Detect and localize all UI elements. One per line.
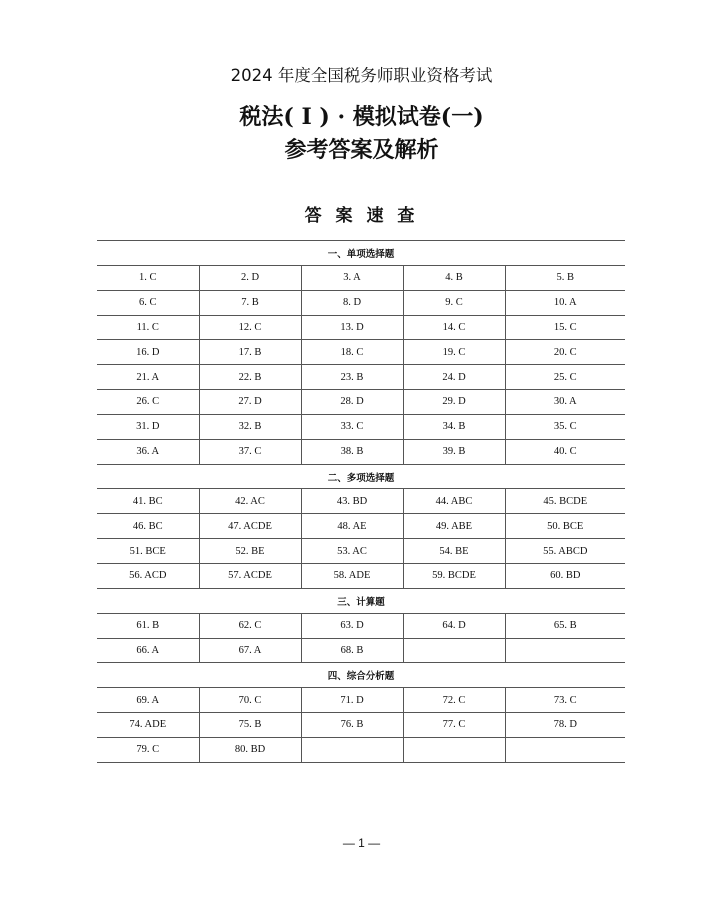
answer-cell: 24. D [403, 365, 505, 390]
answer-cell [403, 638, 505, 663]
answer-cell: 67. A [199, 638, 301, 663]
answer-cell: 69. A [97, 688, 199, 713]
answer-key-table [97, 240, 625, 763]
group-header-row [97, 588, 625, 613]
answer-cell: 25. C [505, 365, 625, 390]
answer-row [97, 315, 625, 340]
answer-cell: 48. AE [301, 514, 403, 539]
answer-row [97, 489, 625, 514]
answer-cell: 14. C [403, 315, 505, 340]
answer-cell: 45. BCDE [505, 489, 625, 514]
answer-cell: 79. C [97, 737, 199, 762]
answer-cell: 77. C [403, 713, 505, 738]
answer-cell: 37. C [199, 439, 301, 464]
answer-cell: 65. B [505, 613, 625, 638]
answer-row [97, 638, 625, 663]
document-subtitle: 参考答案及解析 [284, 137, 439, 163]
answer-cell: 2. D [199, 265, 301, 290]
answer-cell: 21. A [97, 365, 199, 390]
answer-cell: 29. D [403, 390, 505, 415]
group-header-row [97, 464, 625, 489]
answer-cell: 72. C [403, 688, 505, 713]
answer-cell: 52. BE [199, 539, 301, 564]
answer-cell: 15. C [505, 315, 625, 340]
answer-cell: 31. D [97, 414, 199, 439]
answer-cell: 7. B [199, 290, 301, 315]
answer-cell [301, 737, 403, 762]
answer-cell: 53. AC [301, 539, 403, 564]
answer-cell: 60. BD [505, 563, 625, 588]
answer-cell: 39. B [403, 439, 505, 464]
group-title: 一、单项选择题 [97, 241, 625, 266]
answer-cell: 78. D [505, 713, 625, 738]
answer-key-body [97, 241, 625, 763]
answer-cell: 16. D [97, 340, 199, 365]
answer-cell: 43. BD [301, 489, 403, 514]
answer-cell: 13. D [301, 315, 403, 340]
answer-cell: 26. C [97, 390, 199, 415]
answer-cell: 62. C [199, 613, 301, 638]
answer-cell: 74. ADE [97, 713, 199, 738]
answer-cell: 17. B [199, 340, 301, 365]
answer-cell: 27. D [199, 390, 301, 415]
answer-row [97, 514, 625, 539]
answer-row [97, 439, 625, 464]
answer-row [97, 713, 625, 738]
answer-cell: 80. BD [199, 737, 301, 762]
group-title: 四、综合分析题 [97, 663, 625, 688]
answer-cell: 49. ABE [403, 514, 505, 539]
answer-row [97, 265, 625, 290]
answer-cell: 28. D [301, 390, 403, 415]
answer-row [97, 613, 625, 638]
answer-cell: 18. C [301, 340, 403, 365]
answer-row [97, 688, 625, 713]
answer-cell: 76. B [301, 713, 403, 738]
answer-cell: 41. BC [97, 489, 199, 514]
page-number: — 1 — [342, 836, 381, 850]
answer-cell: 34. B [403, 414, 505, 439]
answer-cell: 10. A [505, 290, 625, 315]
answer-cell: 11. C [97, 315, 199, 340]
answer-cell: 54. BE [403, 539, 505, 564]
answer-key-heading: 答 案 速 查 [304, 206, 419, 226]
answer-cell: 1. C [97, 265, 199, 290]
answer-cell: 58. ADE [301, 563, 403, 588]
answer-cell: 20. C [505, 340, 625, 365]
answer-cell: 40. C [505, 439, 625, 464]
document-title: 税法( Ⅰ ) · 模拟试卷(一) [239, 104, 484, 130]
group-header-row [97, 241, 625, 266]
answer-cell: 32. B [199, 414, 301, 439]
answer-cell: 9. C [403, 290, 505, 315]
answer-cell [505, 638, 625, 663]
answer-cell: 6. C [97, 290, 199, 315]
answer-cell: 75. B [199, 713, 301, 738]
answer-cell: 56. ACD [97, 563, 199, 588]
answer-cell: 50. BCE [505, 514, 625, 539]
group-header-row [97, 663, 625, 688]
answer-cell: 22. B [199, 365, 301, 390]
answer-cell: 12. C [199, 315, 301, 340]
answer-row [97, 563, 625, 588]
answer-row [97, 290, 625, 315]
answer-cell: 57. ACDE [199, 563, 301, 588]
answer-cell: 63. D [301, 613, 403, 638]
answer-row [97, 414, 625, 439]
answer-cell: 46. BC [97, 514, 199, 539]
answer-cell: 73. C [505, 688, 625, 713]
exam-title: 2024 年度全国税务师职业资格考试 [230, 66, 493, 85]
answer-row [97, 365, 625, 390]
answer-cell: 59. BCDE [403, 563, 505, 588]
answer-cell: 47. ACDE [199, 514, 301, 539]
answer-cell [505, 737, 625, 762]
answer-row [97, 340, 625, 365]
answer-cell: 64. D [403, 613, 505, 638]
answer-cell: 44. ABC [403, 489, 505, 514]
answer-cell: 55. ABCD [505, 539, 625, 564]
answer-cell: 35. C [505, 414, 625, 439]
answer-cell: 4. B [403, 265, 505, 290]
answer-cell: 36. A [97, 439, 199, 464]
answer-cell: 33. C [301, 414, 403, 439]
answer-row [97, 737, 625, 762]
answer-cell: 19. C [403, 340, 505, 365]
answer-cell: 51. BCE [97, 539, 199, 564]
answer-row [97, 539, 625, 564]
answer-row [97, 390, 625, 415]
answer-cell [403, 737, 505, 762]
answer-cell: 38. B [301, 439, 403, 464]
answer-cell: 71. D [301, 688, 403, 713]
answer-cell: 3. A [301, 265, 403, 290]
group-title: 二、多项选择题 [97, 464, 625, 489]
answer-cell: 66. A [97, 638, 199, 663]
answer-cell: 61. B [97, 613, 199, 638]
answer-cell: 8. D [301, 290, 403, 315]
answer-cell: 5. B [505, 265, 625, 290]
answer-cell: 68. B [301, 638, 403, 663]
answer-cell: 70. C [199, 688, 301, 713]
group-title: 三、计算题 [97, 588, 625, 613]
answer-cell: 23. B [301, 365, 403, 390]
answer-cell: 42. AC [199, 489, 301, 514]
answer-cell: 30. A [505, 390, 625, 415]
